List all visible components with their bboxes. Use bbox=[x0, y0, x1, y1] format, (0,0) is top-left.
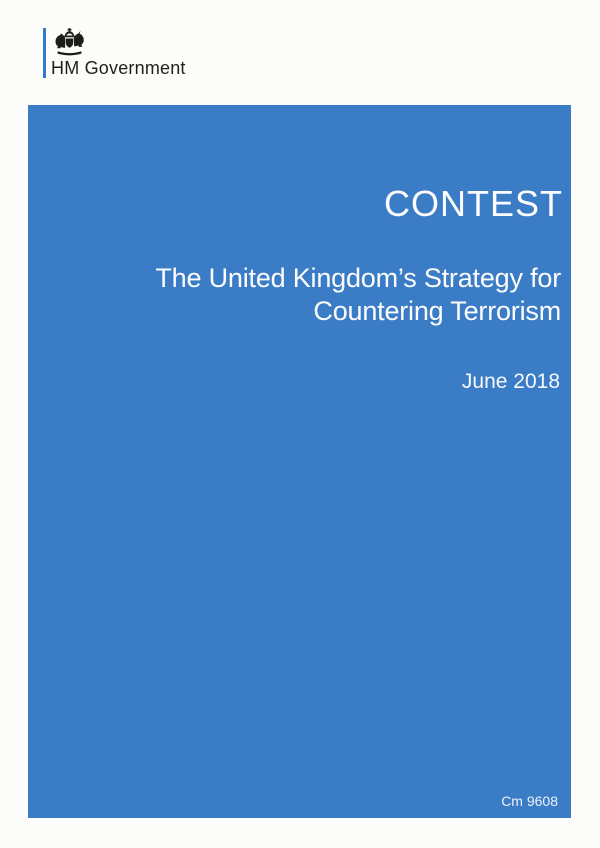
hm-government-label: HM Government bbox=[51, 58, 186, 78]
royal-coat-of-arms-icon bbox=[52, 28, 87, 57]
logo-vertical-bar bbox=[43, 28, 46, 78]
document-subtitle-line1: The United Kingdom’s Strategy for bbox=[155, 263, 561, 293]
publication-date: June 2018 bbox=[461, 370, 560, 393]
command-paper-number: Cm 9608 bbox=[501, 793, 558, 809]
document-title: CONTEST bbox=[383, 183, 563, 224]
document-subtitle-line2: Countering Terrorism bbox=[313, 296, 561, 326]
document-subtitle bbox=[155, 262, 561, 328]
hm-government-logo bbox=[43, 28, 203, 80]
cover-panel bbox=[28, 105, 571, 818]
